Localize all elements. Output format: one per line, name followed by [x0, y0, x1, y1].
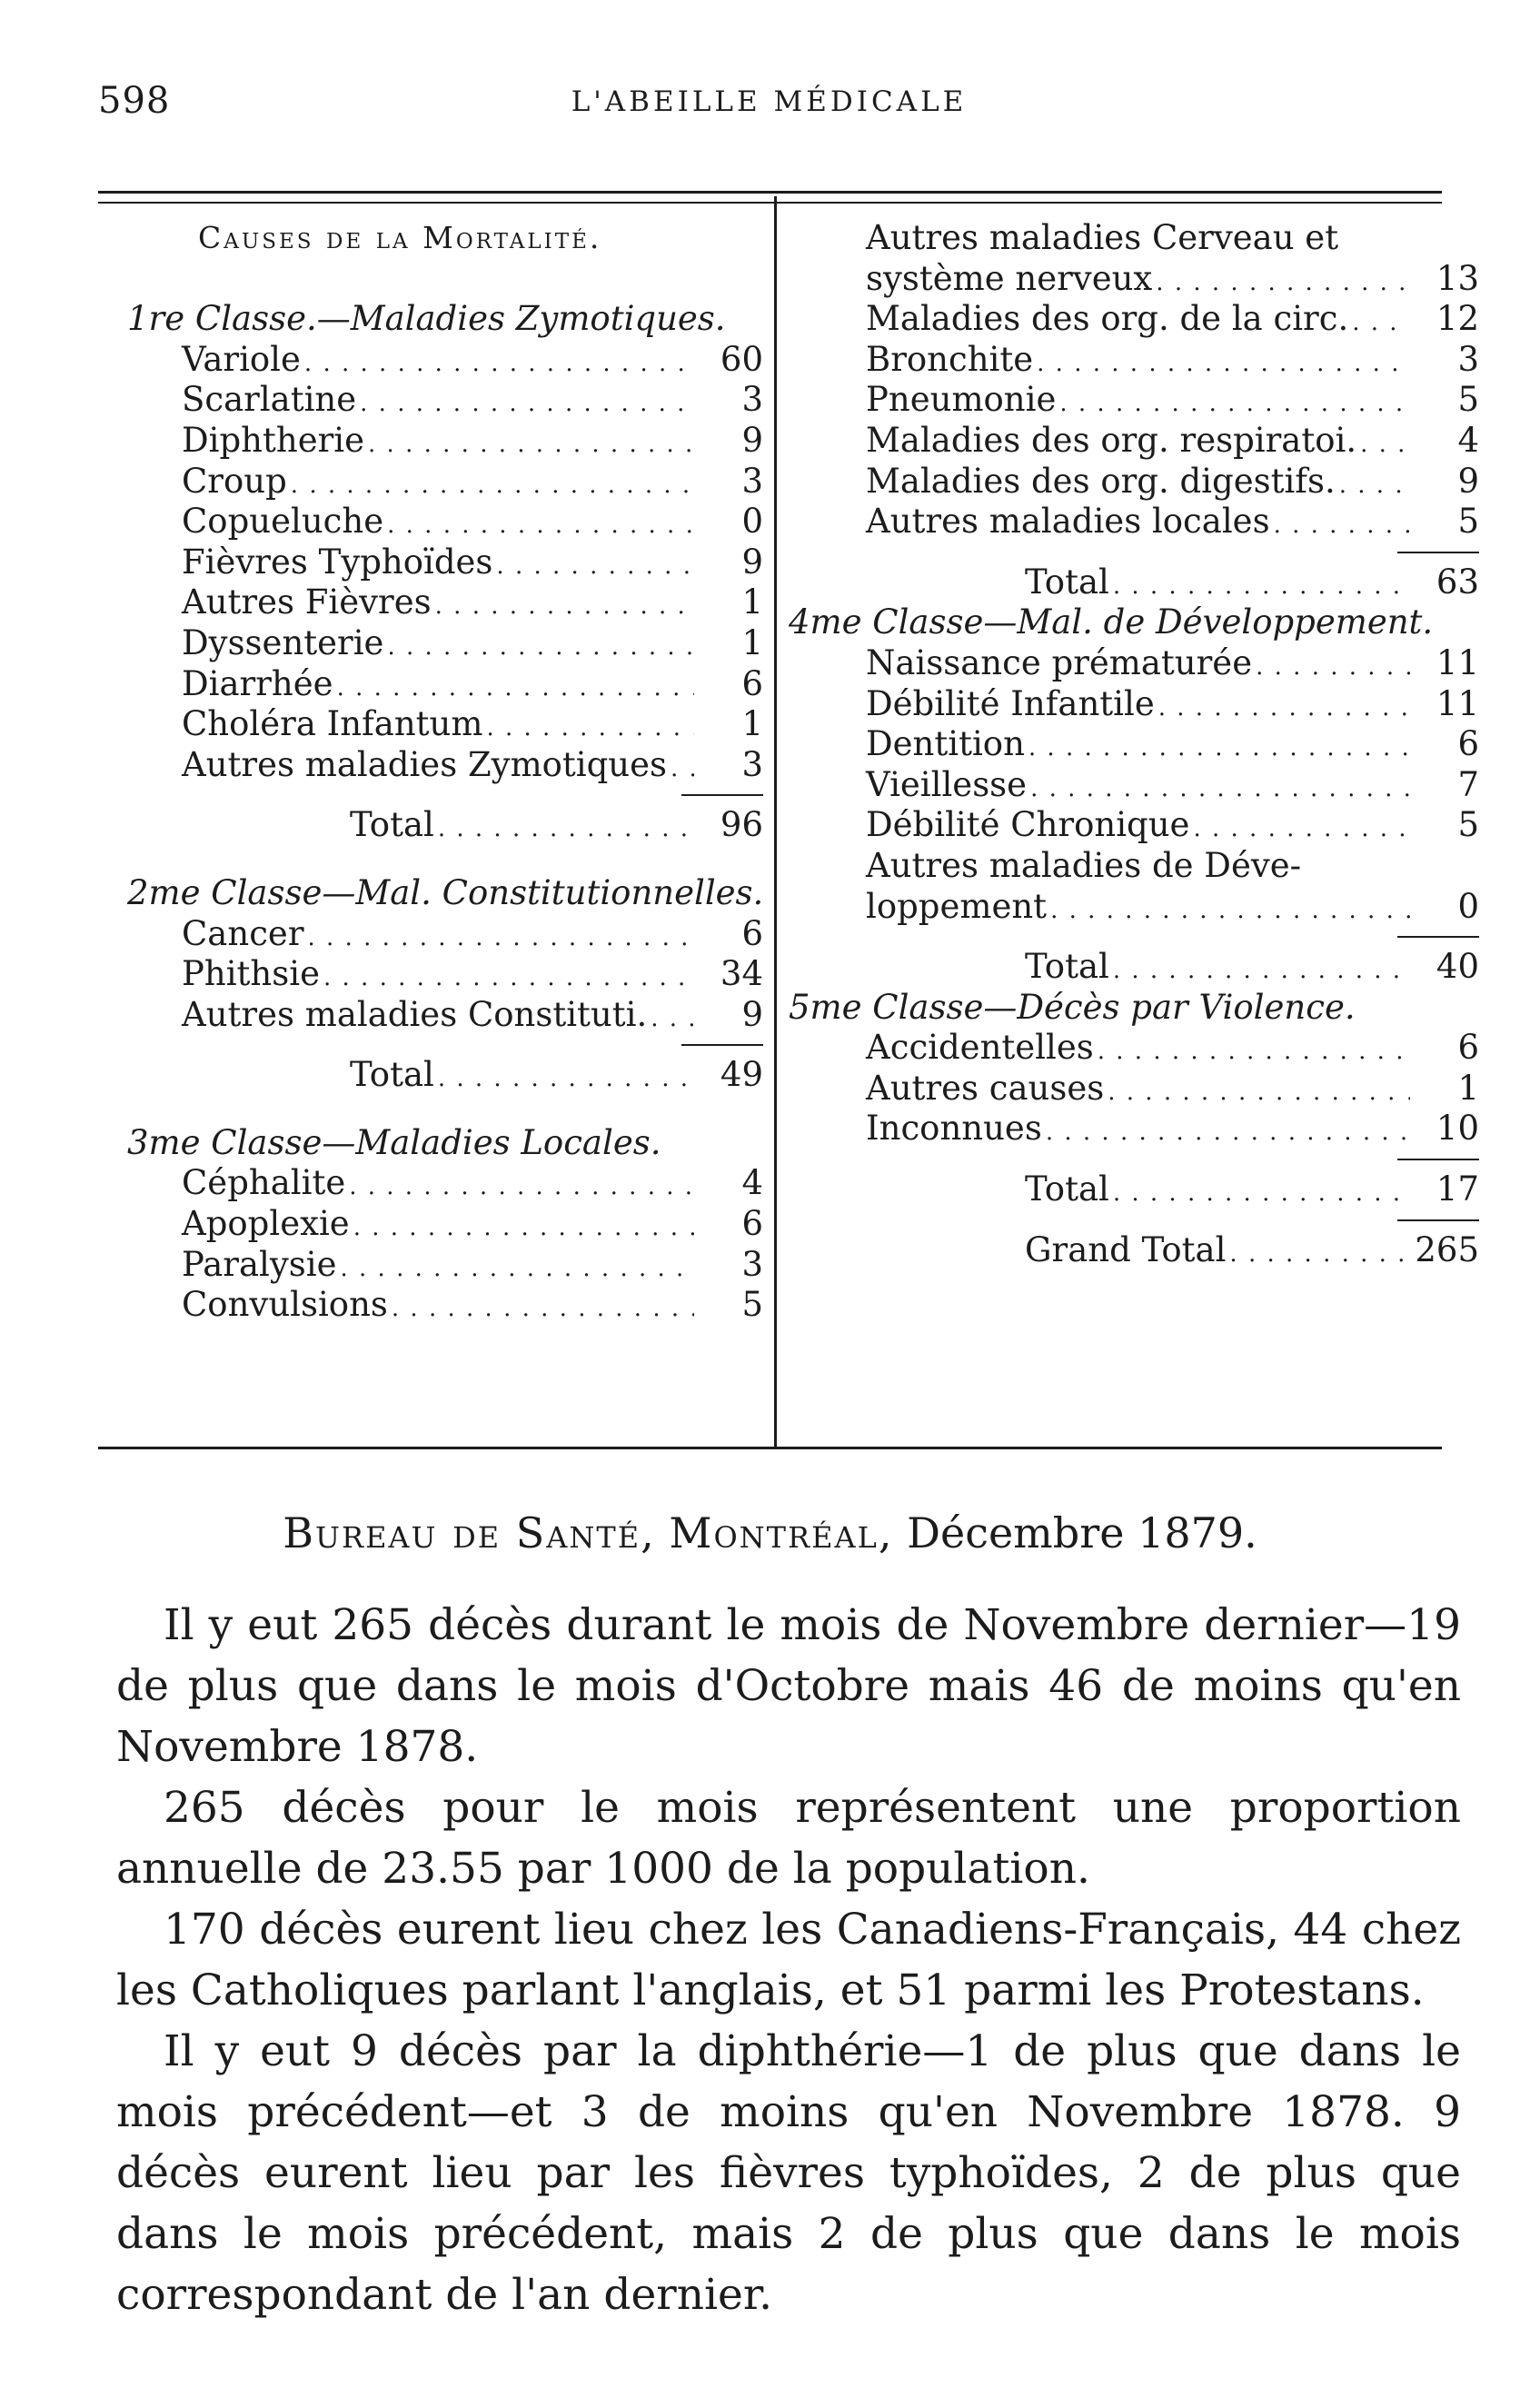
- dot-leader: [337, 668, 694, 709]
- sum-rule-line: [789, 927, 1479, 947]
- sum-rule: [681, 794, 763, 796]
- total-row: [789, 1169, 1479, 1210]
- cause-label: Variole: [182, 339, 301, 379]
- table-row: [127, 462, 763, 502]
- cause-name: [866, 887, 1416, 931]
- table-row-label: [789, 846, 1479, 887]
- cause-label: Dentition: [866, 724, 1025, 764]
- death-count: 6: [741, 913, 763, 953]
- cause-label: Diphtherie: [182, 420, 365, 460]
- table-row: [789, 684, 1479, 725]
- cause-name: [182, 954, 700, 999]
- class-heading: 5me Classe—Décès par Violence.: [789, 987, 1356, 1027]
- total-label: Total: [350, 1055, 434, 1095]
- cause-name: [182, 462, 700, 506]
- sum-rule-line: [789, 1149, 1479, 1169]
- class-heading: 2me Classe—Mal. Constitutionnelles.: [127, 872, 764, 912]
- death-count: 5: [1457, 805, 1479, 845]
- table-row: [127, 421, 763, 462]
- cause-label: Cancer: [182, 913, 304, 953]
- table-row: [127, 582, 763, 623]
- class-heading-line: [789, 988, 1479, 1029]
- paragraph: 170 décès eurent lieu chez les Canadiens-Français, 44 chez les Catholiques parlant l'anglais, et 51 parmi les Protestans.: [116, 1905, 1461, 2015]
- cause-name: [866, 259, 1416, 303]
- death-count: 6: [741, 663, 763, 703]
- dot-leader: [291, 465, 694, 506]
- dot-leader: [1352, 303, 1410, 343]
- table-row: [789, 765, 1479, 806]
- cause-name: [182, 1285, 700, 1329]
- report-text: [116, 1595, 1461, 2325]
- table-row: [789, 380, 1479, 421]
- class-heading-line: [789, 602, 1479, 643]
- table-title: Causes de la Mortalité.: [198, 220, 602, 255]
- dot-leader: [304, 343, 694, 384]
- total-name: [1025, 947, 1416, 991]
- dot-leader: [1028, 728, 1410, 769]
- table-row: [127, 1163, 763, 1204]
- death-count: 13: [1436, 258, 1479, 298]
- dot-leader: [387, 505, 694, 546]
- dot-leader: [1037, 343, 1410, 384]
- cause-name: [182, 995, 700, 1040]
- total-row: [789, 562, 1479, 603]
- dot-leader: [1113, 566, 1410, 607]
- table-row: [127, 995, 763, 1036]
- class-heading-line: [127, 299, 763, 340]
- cause-label: Croup: [182, 461, 287, 501]
- sum-rule-line: [789, 542, 1479, 562]
- cause-name: [866, 724, 1416, 769]
- table-row: [789, 805, 1479, 846]
- dot-leader: [435, 586, 694, 627]
- page-header: [98, 80, 1440, 134]
- death-count: 1: [1457, 1068, 1479, 1108]
- dot-leader: [1193, 809, 1410, 850]
- cause-name: [182, 745, 700, 790]
- total-label: Total: [1025, 1169, 1109, 1209]
- sum-rule: [1397, 552, 1479, 553]
- dot-leader: [392, 1289, 694, 1329]
- death-count: 5: [1457, 502, 1479, 542]
- mortality-table-left: [127, 218, 763, 1326]
- total-value: 96: [720, 805, 763, 845]
- paragraph: 265 décès pour le mois représentent une proportion annuelle de 23.55 par 1000 de la population.: [116, 1783, 1461, 1894]
- cause-name: [866, 643, 1416, 688]
- cause-label: Maladies des org. de la circ.: [866, 299, 1349, 339]
- spacer: [127, 259, 763, 300]
- sum-rule-line: [127, 785, 763, 805]
- dot-leader: [1030, 769, 1410, 810]
- cause-label: Maladies des org. digestifs.: [866, 461, 1336, 501]
- cause-label: Débilité Infantile: [866, 683, 1155, 723]
- sum-rule: [681, 1044, 763, 1046]
- death-count: 4: [741, 1163, 763, 1203]
- table-row: [127, 340, 763, 381]
- cause-name: [866, 684, 1416, 729]
- dot-leader: [368, 424, 694, 465]
- cause-label: Choléra Infantum: [182, 704, 483, 744]
- spacer: [127, 846, 763, 873]
- sum-rule-line: [789, 1210, 1479, 1230]
- cause-label: Autres maladies Cerveau et: [866, 218, 1339, 257]
- table-row: [789, 1028, 1479, 1069]
- cause-name: [182, 914, 700, 959]
- death-count: 6: [1457, 724, 1479, 764]
- dot-leader: [1256, 647, 1410, 688]
- cause-label: Pneumonie: [866, 380, 1057, 420]
- cause-name: [182, 1163, 700, 1208]
- death-count: 10: [1436, 1109, 1479, 1149]
- cause-label: Copueluche: [182, 502, 384, 542]
- bureau-date: Décembre 1879.: [907, 1508, 1257, 1557]
- cause-name: [866, 340, 1416, 384]
- total-name: [350, 805, 700, 850]
- cause-name: [866, 805, 1416, 850]
- table-row: [789, 340, 1479, 381]
- death-count: 1: [741, 622, 763, 662]
- death-count: 60: [720, 339, 763, 379]
- total-value: 63: [1436, 562, 1479, 602]
- table-row: [789, 299, 1479, 340]
- death-count: 9: [741, 420, 763, 460]
- death-count: 11: [1436, 642, 1479, 682]
- cause-name: [182, 1245, 700, 1289]
- cause-name: [866, 462, 1416, 506]
- table-row-label: [789, 218, 1479, 259]
- table-row: [127, 623, 763, 664]
- total-name: [1025, 562, 1416, 607]
- death-count: 6: [1457, 1028, 1479, 1068]
- table-row: [789, 643, 1479, 684]
- cause-label: Convulsions: [182, 1285, 388, 1325]
- cause-name: [182, 1204, 700, 1249]
- cause-name: [866, 1069, 1416, 1113]
- cause-label: Autres maladies de Déve-: [866, 845, 1302, 885]
- page-number: 598: [98, 80, 171, 122]
- dot-leader: [387, 627, 694, 668]
- total-name: [350, 1055, 700, 1100]
- dot-leader: [308, 918, 694, 959]
- death-count: 9: [741, 994, 763, 1034]
- class-heading-line: [127, 1123, 763, 1164]
- table-row: [127, 745, 763, 786]
- table-row: [789, 1069, 1479, 1109]
- cause-label: Autres causes: [866, 1068, 1105, 1108]
- table-row: [127, 1285, 763, 1326]
- cause-label: Débilité Chronique: [866, 805, 1190, 845]
- cause-label: Inconnues: [866, 1109, 1042, 1149]
- total-row: [789, 1230, 1479, 1271]
- dot-leader: [1158, 688, 1410, 729]
- cause-label: Autres maladies locales: [866, 502, 1270, 542]
- cause-name: [866, 1028, 1416, 1072]
- death-count: 0: [1457, 886, 1479, 926]
- table-row: [789, 887, 1479, 928]
- top-rule-thin: [98, 202, 1442, 204]
- top-rule: [98, 191, 1442, 194]
- death-count: 7: [1457, 764, 1479, 804]
- dot-leader: [651, 999, 694, 1040]
- dot-leader: [1360, 424, 1410, 465]
- cause-label: Bronchite: [866, 339, 1034, 379]
- paragraph: Il y eut 9 décès par la diphthérie—1 de plus que dans le mois précédent—et 3 de moins qu'en Novembre 1878. 9 décès eurent lieu par les fièvres typhoïdes, 2 de plus que dans le mois précédent, mais 2 de plus que dans le mois correspondant de l'an dernier.: [116, 2026, 1461, 2320]
- dot-leader: [1229, 1234, 1410, 1275]
- sum-rule: [1397, 1159, 1479, 1160]
- running-title: L'ABEILLE MÉDICALE: [571, 85, 968, 118]
- total-name: [1025, 1169, 1416, 1214]
- cause-label: Diarrhée: [182, 663, 333, 703]
- dot-leader: [1050, 891, 1410, 931]
- table-title-line: [127, 218, 763, 259]
- cause-label: loppement: [866, 886, 1048, 926]
- cause-name: [866, 299, 1416, 343]
- total-value: 265: [1415, 1229, 1479, 1269]
- cause-label: Scarlatine: [182, 380, 357, 420]
- bottom-rule: [98, 1447, 1442, 1449]
- cause-name: [182, 502, 700, 546]
- death-count: 9: [741, 542, 763, 582]
- table-row: [789, 724, 1479, 765]
- dot-leader: [1156, 263, 1410, 303]
- cause-name: [182, 340, 700, 384]
- cause-label: Céphalite: [182, 1163, 346, 1203]
- dot-leader: [349, 1167, 694, 1208]
- bureau-name: Bureau de Santé,: [283, 1508, 656, 1557]
- dot-leader: [1108, 1072, 1410, 1113]
- dot-leader: [438, 1059, 694, 1100]
- dot-leader: [353, 1208, 694, 1249]
- cause-label: Paralysie: [182, 1244, 337, 1284]
- sum-rule: [1397, 1219, 1479, 1221]
- death-count: 11: [1436, 683, 1479, 723]
- dot-leader: [486, 708, 694, 749]
- class-heading-line: [127, 873, 763, 914]
- bureau-heading: [0, 1508, 1540, 1557]
- death-count: 3: [741, 744, 763, 784]
- dot-leader: [1113, 950, 1410, 991]
- table-row: [127, 704, 763, 745]
- dot-leader: [341, 1249, 695, 1289]
- table-row: [789, 1109, 1479, 1149]
- cause-name: [866, 502, 1416, 546]
- class-heading: 1re Classe.—Maladies Zymotiques.: [127, 299, 726, 339]
- cause-label: Autres Fièvres: [182, 582, 432, 622]
- sum-rule: [1397, 936, 1479, 938]
- cause-label: Naissance prématurée: [866, 642, 1253, 682]
- death-count: 0: [741, 502, 763, 542]
- cause-name: [182, 623, 700, 668]
- total-row: [127, 805, 763, 846]
- cause-label: Accidentelles: [866, 1028, 1094, 1068]
- dot-leader: [1274, 505, 1410, 546]
- death-count: 5: [1457, 380, 1479, 420]
- dot-leader: [671, 749, 694, 790]
- table-row: [127, 664, 763, 705]
- dot-leader: [1113, 1173, 1410, 1214]
- dot-leader: [360, 383, 694, 424]
- dot-leader: [1059, 383, 1410, 424]
- death-count: 9: [1457, 461, 1479, 501]
- dot-leader: [1046, 1112, 1410, 1153]
- table-row: [789, 259, 1479, 300]
- death-count: 3: [1457, 339, 1479, 379]
- cause-label: Vieillesse: [866, 764, 1028, 804]
- death-count: 1: [741, 582, 763, 622]
- column-divider: [774, 196, 777, 1447]
- table-row: [127, 914, 763, 955]
- bureau-city: Montréal,: [669, 1508, 894, 1557]
- cause-label: Maladies des org. respiratoi.: [866, 420, 1357, 460]
- cause-name: [182, 704, 700, 749]
- total-label: Grand Total: [1025, 1229, 1227, 1269]
- death-count: 3: [741, 380, 763, 420]
- table-row: [127, 542, 763, 583]
- dot-leader: [1098, 1031, 1410, 1072]
- cause-label: Fièvres Typhoïdes: [182, 542, 493, 582]
- spacer: [127, 1096, 763, 1123]
- paragraph: Il y eut 265 décès durant le mois de Novembre dernier—19 de plus que dans le mois d'Octobre mais 46 de moins qu'en Novembre 1878.: [116, 1600, 1461, 1772]
- dot-leader: [496, 546, 694, 587]
- total-row: [789, 947, 1479, 988]
- cause-label: Autres maladies Constituti.: [182, 994, 648, 1034]
- table-row: [127, 954, 763, 995]
- class-heading: 3me Classe—Maladies Locales.: [127, 1122, 661, 1162]
- cause-name: [182, 380, 700, 424]
- table-row: [789, 462, 1479, 502]
- total-row: [127, 1055, 763, 1096]
- cause-name: [182, 421, 700, 465]
- total-label: Total: [1025, 947, 1109, 987]
- death-count: 5: [741, 1285, 763, 1325]
- dot-leader: [438, 809, 694, 850]
- table-row: [789, 421, 1479, 462]
- cause-label: Dyssenterie: [182, 622, 384, 662]
- death-count: 12: [1436, 299, 1479, 339]
- cause-name: [866, 1109, 1416, 1153]
- total-label: Total: [1025, 562, 1109, 602]
- death-count: 6: [741, 1204, 763, 1244]
- cause-name: [866, 380, 1416, 424]
- table-row: [127, 502, 763, 542]
- cause-name: [866, 765, 1416, 810]
- total-value: 40: [1436, 947, 1479, 987]
- dot-leader: [323, 958, 694, 999]
- cause-name: [182, 542, 700, 587]
- mortality-table-right: [789, 218, 1479, 1270]
- death-count: 3: [741, 1244, 763, 1284]
- total-value: 17: [1436, 1169, 1479, 1209]
- death-count: 34: [720, 954, 763, 994]
- total-value: 49: [720, 1055, 763, 1095]
- cause-name: [182, 664, 700, 709]
- total-name: [1025, 1230, 1416, 1275]
- cause-label: Apoplexie: [182, 1204, 350, 1244]
- sum-rule-line: [127, 1035, 763, 1055]
- total-label: Total: [350, 805, 434, 845]
- dot-leader: [1339, 465, 1410, 506]
- cause-label: Autres maladies Zymotiques: [182, 744, 668, 784]
- cause-label: système nerveux: [866, 258, 1153, 298]
- class-heading: 4me Classe—Mal. de Développement.: [789, 602, 1434, 642]
- cause-label: Phithsie: [182, 954, 320, 994]
- table-row: [127, 1204, 763, 1245]
- table-row: [789, 502, 1479, 542]
- death-count: 3: [741, 461, 763, 501]
- death-count: 1: [741, 704, 763, 744]
- death-count: 4: [1457, 420, 1479, 460]
- cause-name: [866, 421, 1416, 465]
- table-row: [127, 380, 763, 421]
- table-row: [127, 1245, 763, 1286]
- cause-name: [182, 582, 700, 627]
